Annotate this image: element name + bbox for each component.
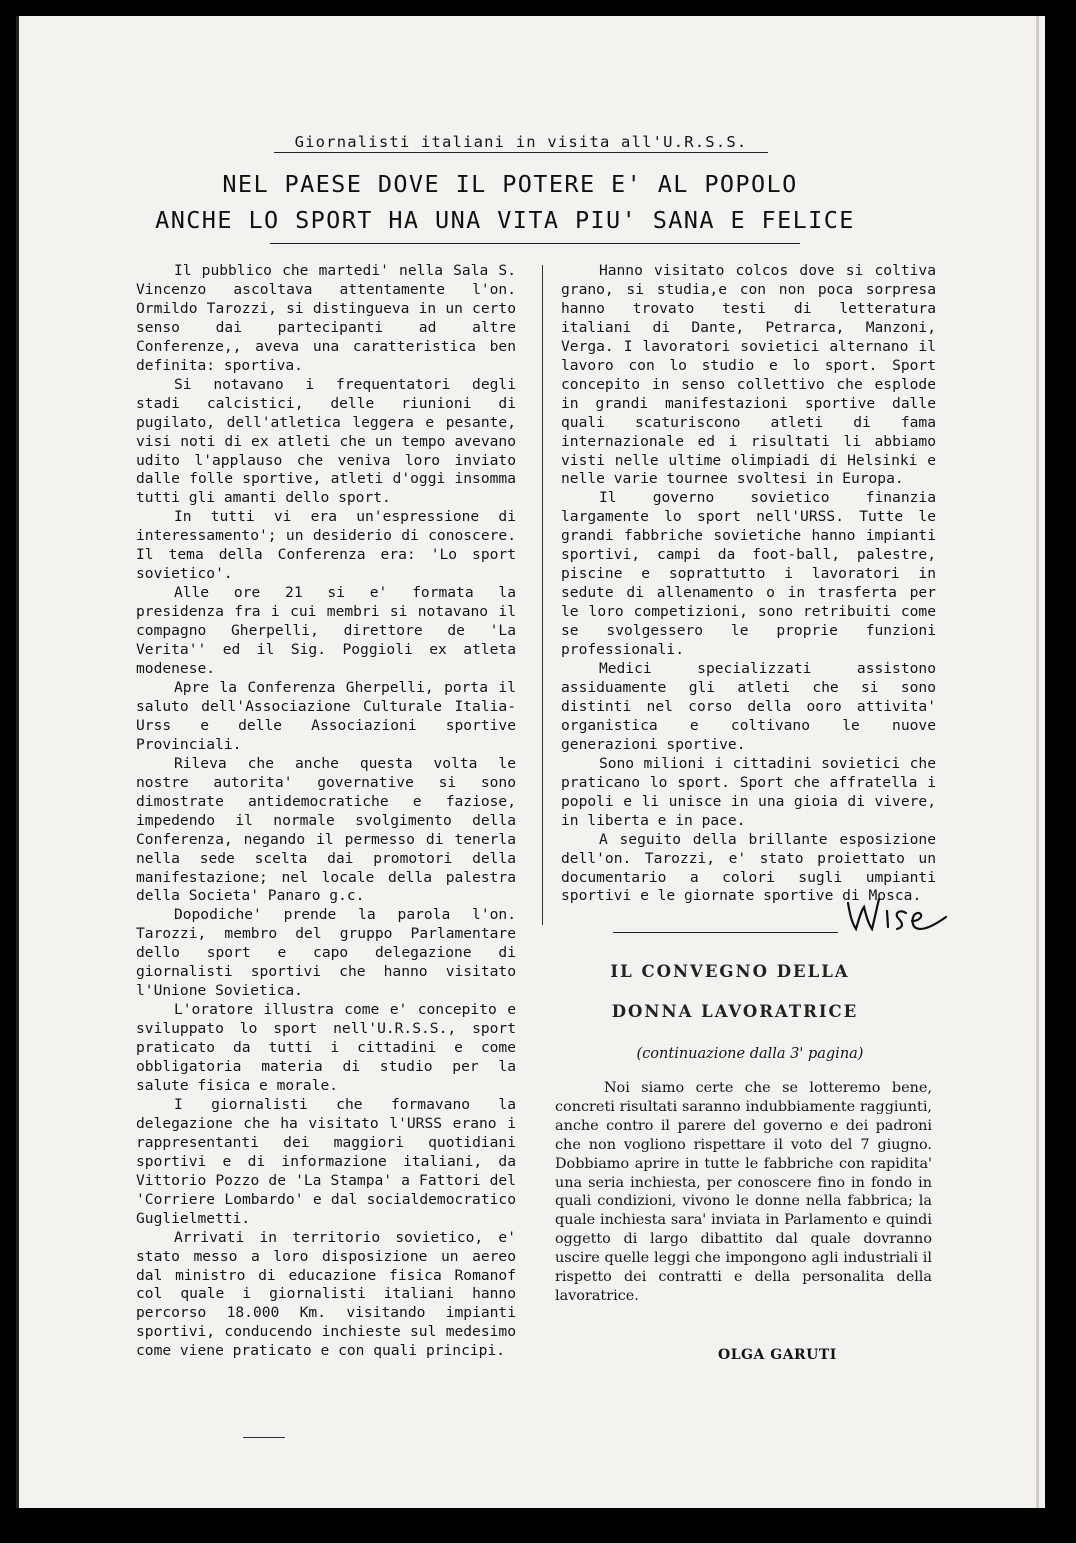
second-article-title-2: DONNA LAVORATRICE <box>611 1002 859 1021</box>
byline: OLGA GARUTI <box>718 1347 837 1363</box>
article-kicker: Giornalisti italiani in visita all'U.R.S.S. <box>274 133 768 153</box>
headline-rule <box>270 243 800 244</box>
continuation-note: (continuazione dalla 3' pagina) <box>636 1046 864 1062</box>
handwritten-signature <box>842 893 952 939</box>
right-paragraph-2: Il governo sovietico finanzia largamente lo sport nell'URSS. Tutte le grandi fabbriche sovietiche hanno impianti sportivi, campi da foot-ball, palestre, piscine e soprattutto i lavoratori in sedute di allenamento o in trasferta per le loro competizioni, sono retribuiti come se svolgessero le proprie funzioni professionali. <box>561 489 936 659</box>
column-divider <box>542 265 543 925</box>
article-right-column <box>561 262 936 906</box>
article-left-column <box>136 262 516 1361</box>
second-article-paragraph-1: Noi siamo certe che se lotteremo bene, concreti risultati saranno indubbiamente raggiunti, anche contro il parere del governo e dei padroni che non vogliono rispettare il voto del 7 giugno. Dobbiamo aprire in tutte le fabbriche con rapidita' una seria inchiesta, per conoscere fino in fondo in quali condizioni, vivono le donne nella fabbrica; la quale inchiesta sara' inviata in Parlamento e quindi oggetto di largo dibattito dal quale dovranno uscire quelle leggi che impongono agli industriali il rispetto dei contratti e della personalita della lavoratrice. <box>555 1080 932 1304</box>
right-paragraph-3: Medici specializzati assistono assiduamente gli atleti che si sono distinti nel corso della ooro attivita' organistica e coltivano le nuove generazioni sportive. <box>561 660 936 753</box>
headline-line-2: ANCHE LO SPORT HA UNA VITA PIU' SANA E FELICE <box>155 206 855 234</box>
left-paragraph-10: Arrivati in territorio sovietico, e' stato messo a loro disposizione un aereo dal ministro di educazione fisica Romanof col quale i giornalisti italiani hanno percorso 18.000 Km. visitando impianti sportivi, conducendo inchieste sul medesimo come viene praticato e con quali principi. <box>136 1228 516 1360</box>
second-article-title-1: IL CONVEGNO DELLA <box>610 962 850 981</box>
left-paragraph-7: Dopodiche' prende la parola l'on. Tarozzi, membro del gruppo Parlamentare dello sport e capo delegazione di giornalisti sportivi che hanno visitato l'Unione Sovietica. <box>136 906 516 1000</box>
left-paragraph-3: In tutti vi era un'espressione di interessamento'; un desiderio di conoscere. Il tema della Conferenza era: 'Lo sport sovietico'. <box>136 508 516 583</box>
right-paragraph-4: Sono milioni i cittadini sovietici che praticano lo sport. Sport che affratella i popoli e li unisce in una gioia di vivere, in liberta e in pace. <box>561 754 936 829</box>
right-paragraph-1: Hanno visitato colcos dove si coltiva grano, si studia,e con non poca sorpresa hanno trovato testi di letteratura italiani di Dante, Petrarca, Manzoni, Verga. I lavoratori sovietici alternano il lavoro con lo studio e lo sport. Sport concepito in senso collettivo che esplode in grandi manifestazioni sportive dalle quali scaturiscono atleti di fama internazionale ed i risultati li abbiamo visti nelle ultime olimpiadi di Helsinki e nelle varie tournee svoltesi in Europa. <box>561 262 936 488</box>
page-fold-edge <box>1036 16 1039 1508</box>
left-paragraph-8: L'oratore illustra come e' concepito e sviluppato lo sport nell'U.R.S.S., sport praticato da tutti i cittadini e come obbligatoria materia di studio per la salute fisica e morale. <box>136 1001 516 1094</box>
left-paragraph-9: I giornalisti che formavano la delegazione che ha visitato l'URSS erano i rappresentanti dei maggiori quotidiani sportivi e di informazione italiani, da Vittorio Pozzo de 'La Stampa' a Fattori del 'Corriere Lombardo' e dal socialdemocratico Guglielmetti. <box>136 1095 516 1227</box>
left-paragraph-4: Alle ore 21 si e' formata la presidenza fra i cui membri si notavano il compagno Gherpelli, direttore de 'La Verita'' ed il Sig. Poggioli ex atleta modenese. <box>136 584 516 678</box>
left-paragraph-6: Rileva che anche questa volta le nostre autorita' governative si sono dimostrate antidemocratiche e faziose, impedendo il normale svolgimento della Conferenza, negando il permesso di tenerla nella sede scelta dai promotori della manifestazione; nel locale della palestra della Societa' Panaro g.c. <box>136 754 516 905</box>
left-paragraph-1: Il pubblico che martedi' nella Sala S. Vincenzo ascoltava attentamente l'on. Ormildo Tarozzi, si distingueva in un certo senso dai partecipanti ad altre Conferenze,, aveva una caratteristica ben definita: sportiva. <box>136 262 516 374</box>
right-paragraph-5: A seguito della brillante esposizione dell'on. Tarozzi, e' stato proiettato un documentario a colori sugli umpianti sportivi e le giornate sportive di Mosca. <box>561 830 936 905</box>
left-paragraph-5: Apre la Conferenza Gherpelli, porta il saluto dell'Associazione Culturale Italia-Urss e delle Associazioni sportive Provinciali. <box>136 678 516 753</box>
second-article-body <box>555 1079 932 1306</box>
end-mark <box>243 1437 285 1438</box>
left-paragraph-2: Si notavano i frequentatori degli stadi calcistici, delle riunioni di pugilato, dell'atletica leggera e pesante, visi noti di ex atleti che un tempo avevano udito l'applauso che veniva loro inviato dalle folle sportive, atleti d'oggi insomma tutti gli amanti dello sport. <box>136 375 516 507</box>
section-separator <box>613 932 838 933</box>
headline-line-1: NEL PAESE DOVE IL POTERE E' AL POPOLO <box>222 170 798 198</box>
